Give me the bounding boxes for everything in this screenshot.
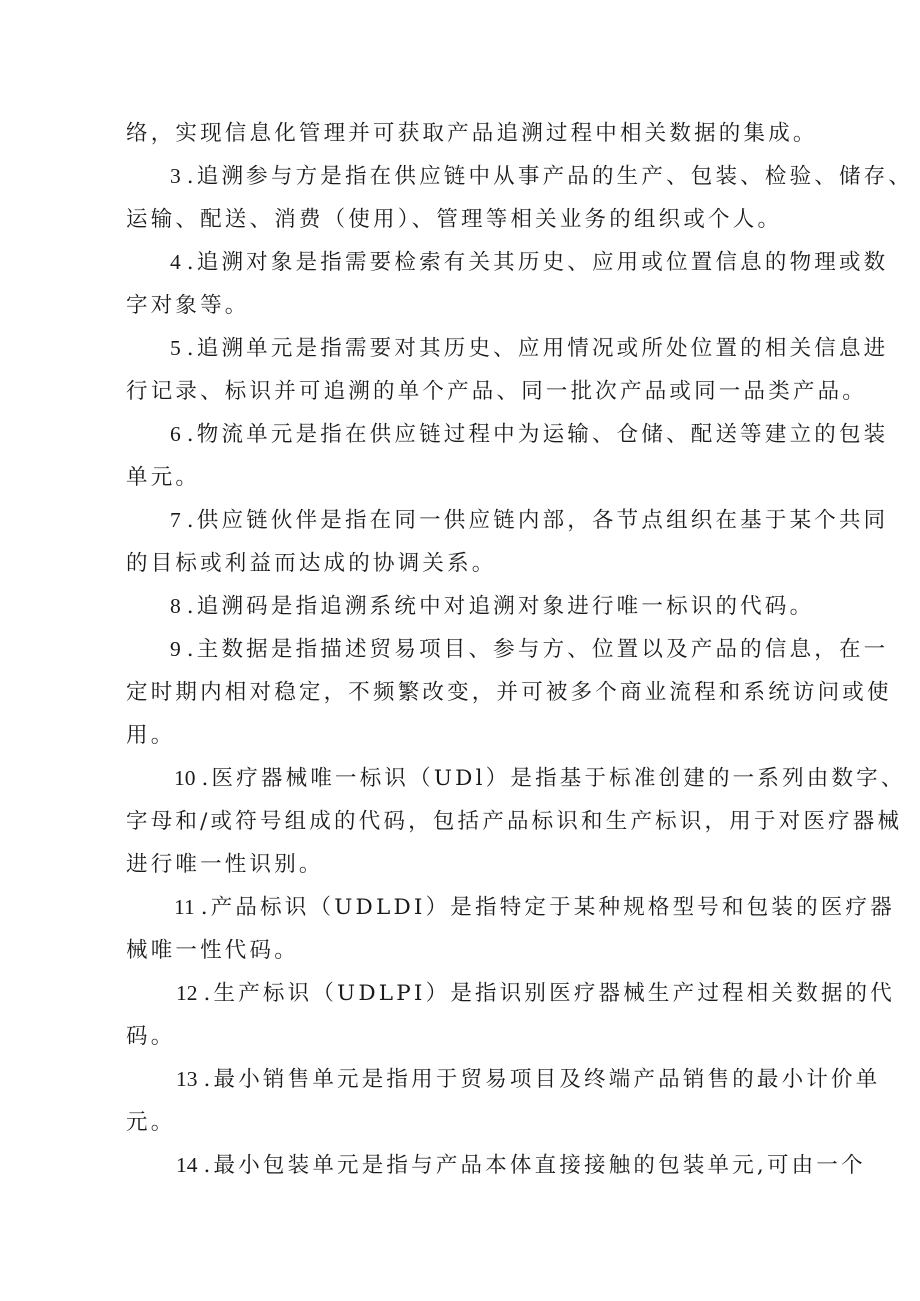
item-number: 3 (170, 164, 181, 188)
text-line: .追溯码是指追溯系统中对追溯对象进行唯一标识的代码。 (186, 594, 815, 619)
definition-item-9 (126, 628, 889, 671)
text-line: .产品标识（UDLDI）是指特定于某种规格型号和包装的医疗器 (200, 895, 895, 920)
definition-item-12 (126, 972, 895, 1015)
document-page (126, 112, 914, 1187)
text-line: 字母和/或符号组成的代码，包括产品标识和生产标识，用于对医疗器械 (126, 809, 903, 834)
item-number: 5 (170, 336, 181, 360)
definition-item-3 (126, 155, 914, 198)
item-number: 6 (170, 422, 181, 446)
text-line: .物流单元是指在供应链过程中为运输、仓储、配送等建立的包装 (186, 422, 889, 447)
text-line: .追溯参与方是指在供应链中从事产品的生产、包装、检验、储存、 (186, 164, 914, 189)
text-line: .生产标识（UDLPI）是指识别医疗器械生产过程相关数据的代 (203, 981, 895, 1006)
text-line: 元。 (126, 1110, 176, 1135)
item-number: 11 (174, 895, 195, 919)
definition-item-5 (126, 327, 889, 370)
item-number: 7 (170, 508, 181, 532)
text-line: .追溯对象是指需要检索有关其历史、应用或位置信息的物理或数 (186, 250, 889, 275)
text-line: 的目标或利益而达成的协调关系。 (126, 551, 497, 576)
text-line: .最小包装单元是指与产品本体直接接触的包装单元,可由一个 (203, 1153, 866, 1178)
text-line: 字对象等。 (126, 293, 250, 318)
item-number: 13 (176, 1067, 198, 1091)
definition-item-11 (126, 886, 895, 929)
item-number: 12 (176, 981, 198, 1005)
item-number: 9 (170, 637, 181, 661)
text-line: 进行唯一性识别。 (126, 852, 324, 877)
definition-item-14 (126, 1144, 866, 1187)
text-line: 码。 (126, 1024, 176, 1049)
item-number: 10 (174, 766, 196, 790)
item-number: 14 (176, 1153, 198, 1177)
definition-item-6 (126, 413, 889, 456)
definition-item-10 (126, 757, 906, 800)
text-line: .追溯单元是指需要对其历史、应用情况或所处位置的相关信息进 (186, 336, 889, 361)
text-line: .供应链伙伴是指在同一供应链内部，各节点组织在基于某个共同 (186, 508, 889, 533)
definition-item-4 (126, 241, 889, 284)
text-line: .医疗器械唯一标识（UDl）是指基于标准创建的一系列由数字、 (201, 766, 906, 791)
text-line: 单元。 (126, 465, 201, 490)
text-line: 械唯一性代码。 (126, 938, 299, 963)
text-line: .主数据是指描述贸易项目、参与方、位置以及产品的信息，在一 (186, 637, 889, 662)
text-line: 定时期内相对稳定，不频繁改变，并可被多个商业流程和系统访问或使 (126, 680, 892, 705)
text-line: 行记录、标识并可追溯的单个产品、同一批次产品或同一品类产品。 (126, 379, 868, 404)
text-line: .最小销售单元是指用于贸易项目及终端产品销售的最小计价单 (203, 1067, 881, 1092)
item-number: 8 (170, 594, 181, 618)
definition-item-8 (126, 585, 852, 628)
text-line: 络，实现信息化管理并可获取产品追溯过程中相关数据的集成。 (126, 121, 818, 146)
definition-item-13 (126, 1058, 881, 1101)
text-line: 运输、配送、消费（使用）、管理等相关业务的组织或个人。 (126, 207, 783, 232)
definition-item-7 (126, 499, 889, 542)
item-number: 4 (170, 250, 181, 274)
text-line: 用。 (126, 723, 176, 748)
